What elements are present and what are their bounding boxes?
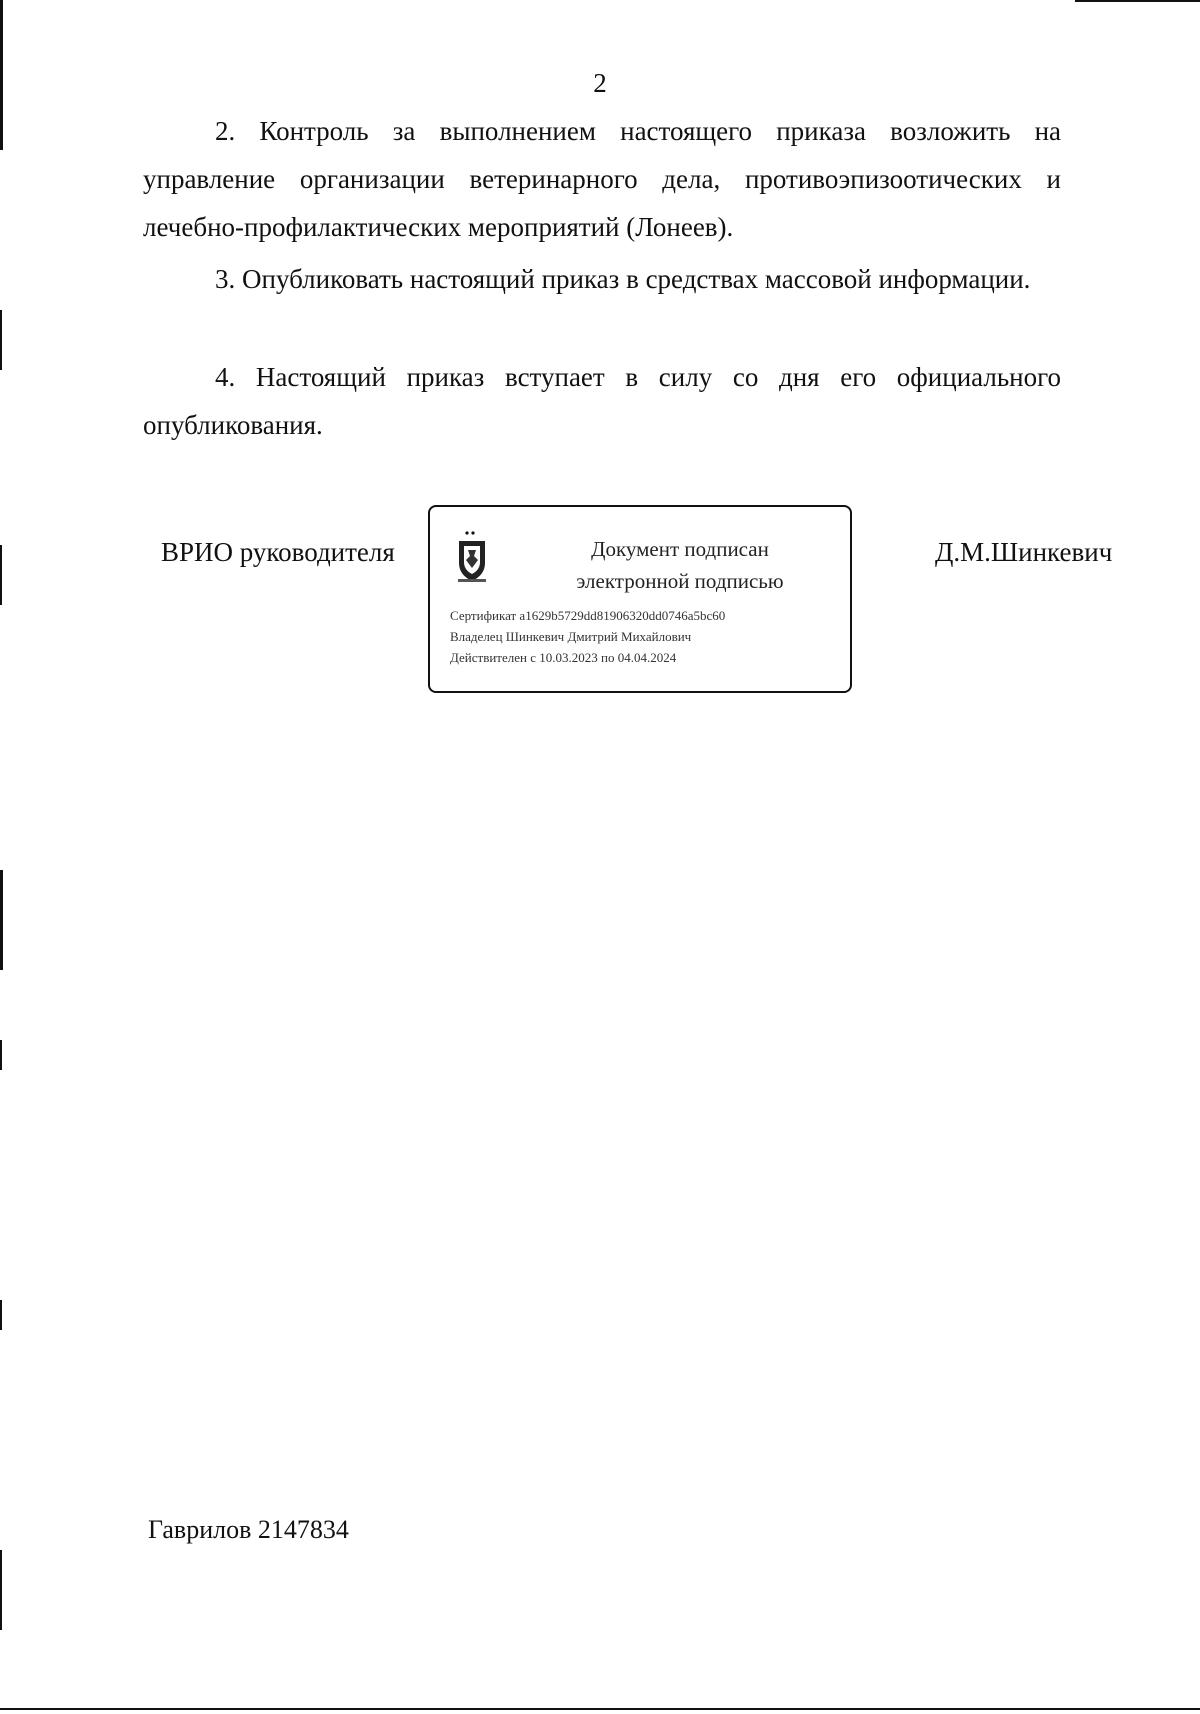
scan-edge-mark (0, 870, 3, 970)
page-number: 2 (593, 68, 607, 98)
signatory-role: ВРИО руководителя (161, 537, 395, 567)
executor-footer: Гаврилов 2147834 (148, 1515, 349, 1544)
stamp-owner: Владелец Шинкевич Дмитрий Михайлович (450, 629, 692, 644)
coat-of-arms-icon (452, 529, 492, 585)
scan-edge-mark (0, 1040, 2, 1070)
electronic-signature-stamp (428, 505, 852, 693)
stamp-title (530, 533, 830, 597)
paragraph-4 (143, 353, 1061, 449)
stamp-title-line-2: электронной подписью (576, 569, 784, 593)
paragraph-2 (143, 107, 1061, 251)
stamp-certificate: Сертификат a1629b5729dd81906320dd0746a5bc60 (450, 608, 726, 623)
paragraph-3 (143, 255, 1061, 303)
scan-edge-mark (0, 1550, 2, 1630)
paragraph-2-text: 2. Контроль за выполнением настоящего приказа возложить на управление организации ветеринарного дела, противоэпизоотических и лечебно-профилактических мероприятий (Лонеев). (143, 116, 1061, 242)
signatory-name: Д.М.Шинкевич (935, 537, 1113, 567)
scan-edge-mark (0, 310, 2, 370)
scan-edge-mark (1075, 0, 1200, 2)
stamp-validity: Действителен с 10.03.2023 по 04.04.2024 (450, 650, 677, 665)
scan-edge-mark (0, 1300, 2, 1330)
paragraph-4-text: 4. Настоящий приказ вступает в силу со дня его официального опубликования. (143, 362, 1061, 440)
paragraph-3-text: 3. Опубликовать настоящий приказ в средствах массовой информации. (215, 264, 1031, 294)
stamp-details (450, 605, 840, 668)
stamp-title-line-1: Документ подписан (591, 537, 769, 561)
scan-edge-mark (0, 1708, 1200, 1710)
scan-edge-mark (0, 545, 2, 605)
